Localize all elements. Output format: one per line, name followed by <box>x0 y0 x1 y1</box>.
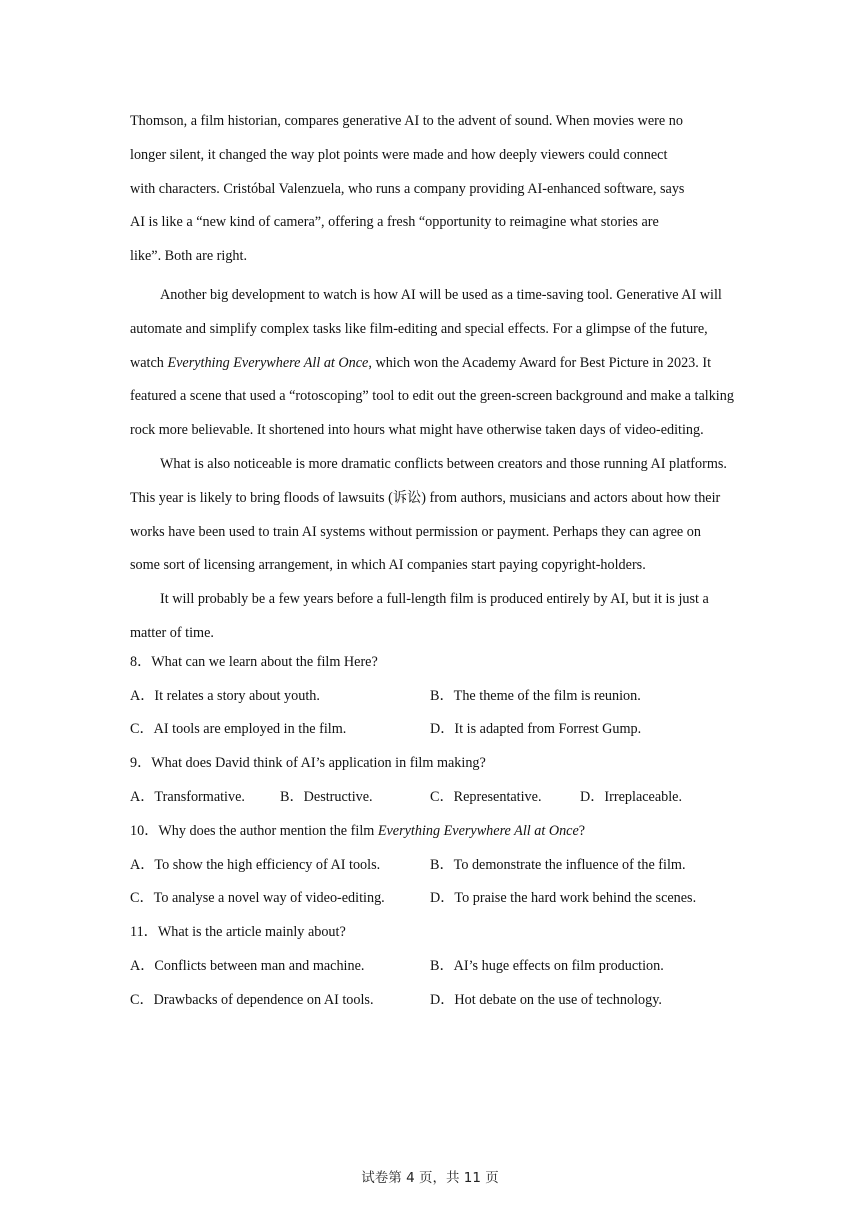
passage-line: like”. Both are right. <box>130 248 248 265</box>
question-9-stem: 9．What does David think of AI’s application in film making? <box>130 755 486 772</box>
option-d[interactable]: D．Irreplaceable. <box>580 788 683 805</box>
question-9-options-row <box>130 786 734 820</box>
page-number-footer: 试卷第 4 页，共 11 页 <box>361 1170 499 1186</box>
option-a[interactable]: A．To show the high efficiency of AI tools. <box>130 856 381 873</box>
option-d[interactable]: D．It is adapted from Forrest Gump. <box>430 721 642 738</box>
option-d[interactable]: D．Hot debate on the use of technology. <box>430 991 662 1008</box>
passage-paragraph-2 <box>130 279 734 448</box>
question-text: 10．Why does the author mention the film <box>130 822 378 839</box>
paragraph-text: Another big development to watch is how AI will be used as a time-saving tool. Generative AI will automate and simplify complex tasks like film-editing and special effects. For a glimpse of the future, watch <box>130 286 722 371</box>
film-title: Everything Everywhere All at Once <box>167 354 369 371</box>
paragraph-text: It will probably be a few years before a full-length film is produced entirely by AI, but it is just a matter of time. <box>130 591 709 641</box>
option-a[interactable]: A．Transformative. <box>130 788 245 805</box>
passage-line: AI is like a “new kind of camera”, offering a fresh “opportunity to reimagine what stories are <box>130 214 659 231</box>
option-a[interactable]: A．It relates a story about youth. <box>130 687 320 704</box>
option-b[interactable]: B．Destructive. <box>280 788 373 805</box>
passage-line: with characters. Cristóbal Valenzuela, who runs a company providing AI-enhanced software, says <box>130 180 685 197</box>
question-10-options-row-1 <box>130 854 734 888</box>
passage-paragraph-1 <box>130 110 734 279</box>
question-text: ? <box>578 822 586 839</box>
question-10-stem <box>130 820 734 854</box>
paragraph-text: What is also noticeable is more dramatic conflicts between creators and those running AI platforms. This year is likely to bring floods of lawsuits (诉讼) from authors, musicians and actors about how their works have been used to train AI systems without permission or payment. Perhaps they can agree on some sort of licensing arrangement, in which AI companies start paying copyright-holders. <box>130 455 727 574</box>
passage-line: longer silent, it changed the way plot points were made and how deeply viewers could connect <box>130 146 668 163</box>
option-b[interactable]: B．AI’s huge effects on film production. <box>430 957 664 974</box>
option-a[interactable]: A．Conflicts between man and machine. <box>130 957 365 974</box>
question-11-options-row-1 <box>130 955 734 989</box>
passage-line: Thomson, a film historian, compares generative AI to the advent of sound. When movies were no <box>130 113 683 129</box>
exam-page-content <box>130 110 734 1023</box>
question-10-options-row-2 <box>130 887 734 921</box>
question-8-stem: 8．What can we learn about the film Here? <box>130 653 378 670</box>
option-c[interactable]: C．To analyse a novel way of video-editing. <box>130 890 385 907</box>
option-b[interactable]: B．To demonstrate the influence of the film. <box>430 856 686 873</box>
question-8-options-row-2 <box>130 718 734 752</box>
option-b[interactable]: B．The theme of the film is reunion. <box>430 687 641 704</box>
question-11-options-row-2 <box>130 989 734 1023</box>
passage-paragraph-4 <box>130 583 734 651</box>
option-d[interactable]: D．To praise the hard work behind the scenes. <box>430 890 697 907</box>
paragraph-text: , which won the Academy Award for Best Picture in 2023. It featured a scene that used a “rotoscoping” tool to edit out the green-screen background and make a talking rock more believable. It shortened into hours what might have otherwise taken days of video-editing. <box>130 354 734 439</box>
film-title: Everything Everywhere All at Once <box>377 822 579 839</box>
passage-paragraph-3 <box>130 448 734 583</box>
option-c[interactable]: C．Representative. <box>430 788 542 805</box>
question-11-stem: 11．What is the article mainly about? <box>130 924 346 941</box>
option-c[interactable]: C．Drawbacks of dependence on AI tools. <box>130 991 374 1008</box>
question-8-options-row-1 <box>130 685 734 719</box>
option-c[interactable]: C．AI tools are employed in the film. <box>130 721 347 738</box>
